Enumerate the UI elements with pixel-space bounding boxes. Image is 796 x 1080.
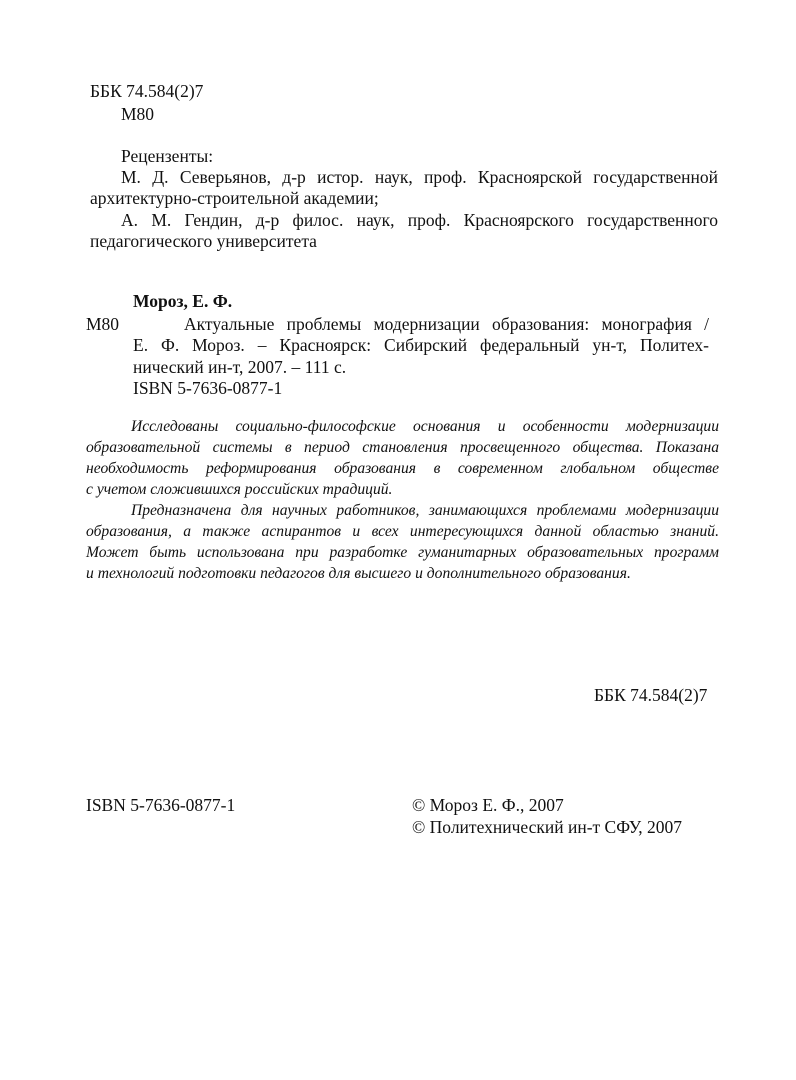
record-publisher-line: Е. Ф. Мороз. – Красноярск: Сибирский федеральный ун-т, Политех- [133, 335, 709, 355]
abstract-p1-line-3: необходимость реформирования образования в современном глобальном обществе [86, 460, 719, 477]
footer-isbn: ISBN 5-7636-0877-1 [86, 795, 236, 815]
abstract-p2-line-2: образования, а также аспирантов и всех интересующихся данной областью знаний. [86, 523, 719, 540]
reviewer-1-line-2: архитектурно-строительной академии; [90, 188, 379, 208]
abstract-p1-line-1: Исследованы социально-философские основания и особенности модернизации [131, 418, 719, 435]
footer-bbk: ББК 74.584(2)7 [594, 685, 708, 705]
author-mark: М80 [121, 104, 155, 124]
bbk-code: ББК 74.584(2)7 [90, 81, 204, 101]
abstract-p1-line-4: с учетом сложившихся российских традиций. [86, 481, 393, 498]
record-isbn: ISBN 5-7636-0877-1 [133, 378, 283, 398]
record-mark: М80 [86, 314, 120, 334]
copyright-institute: © Политехнический ин-т СФУ, 2007 [412, 817, 683, 837]
abstract-p2-line-3: Может быть использована при разработке гуманитарных образовательных программ [86, 544, 719, 561]
abstract-p2-line-1: Предназначена для научных работников, занимающихся проблемами модернизации [131, 502, 719, 519]
abstract-p2-line-4: и технологий подготовки педагогов для высшего и дополнительного образования. [86, 565, 631, 582]
reviewer-2-line-1: А. М. Гендин, д-р филос. наук, проф. Красноярского государственного [121, 210, 718, 230]
copyright-author: © Мороз Е. Ф., 2007 [412, 795, 564, 815]
record-author: Мороз, Е. Ф. [133, 291, 233, 311]
reviewers-title: Рецензенты: [121, 146, 214, 166]
reviewer-2-line-2: педагогического университета [90, 231, 317, 251]
record-title-line: Актуальные проблемы модернизации образования: монография / [184, 314, 709, 334]
abstract-p1-line-2: образовательной системы в период становления просвещенного общества. Показана [86, 439, 719, 456]
reviewer-1-line-1: М. Д. Северьянов, д-р истор. наук, проф. Красноярской государственной [121, 167, 718, 187]
record-pages-line: нический ин-т, 2007. – 111 с. [133, 357, 347, 377]
